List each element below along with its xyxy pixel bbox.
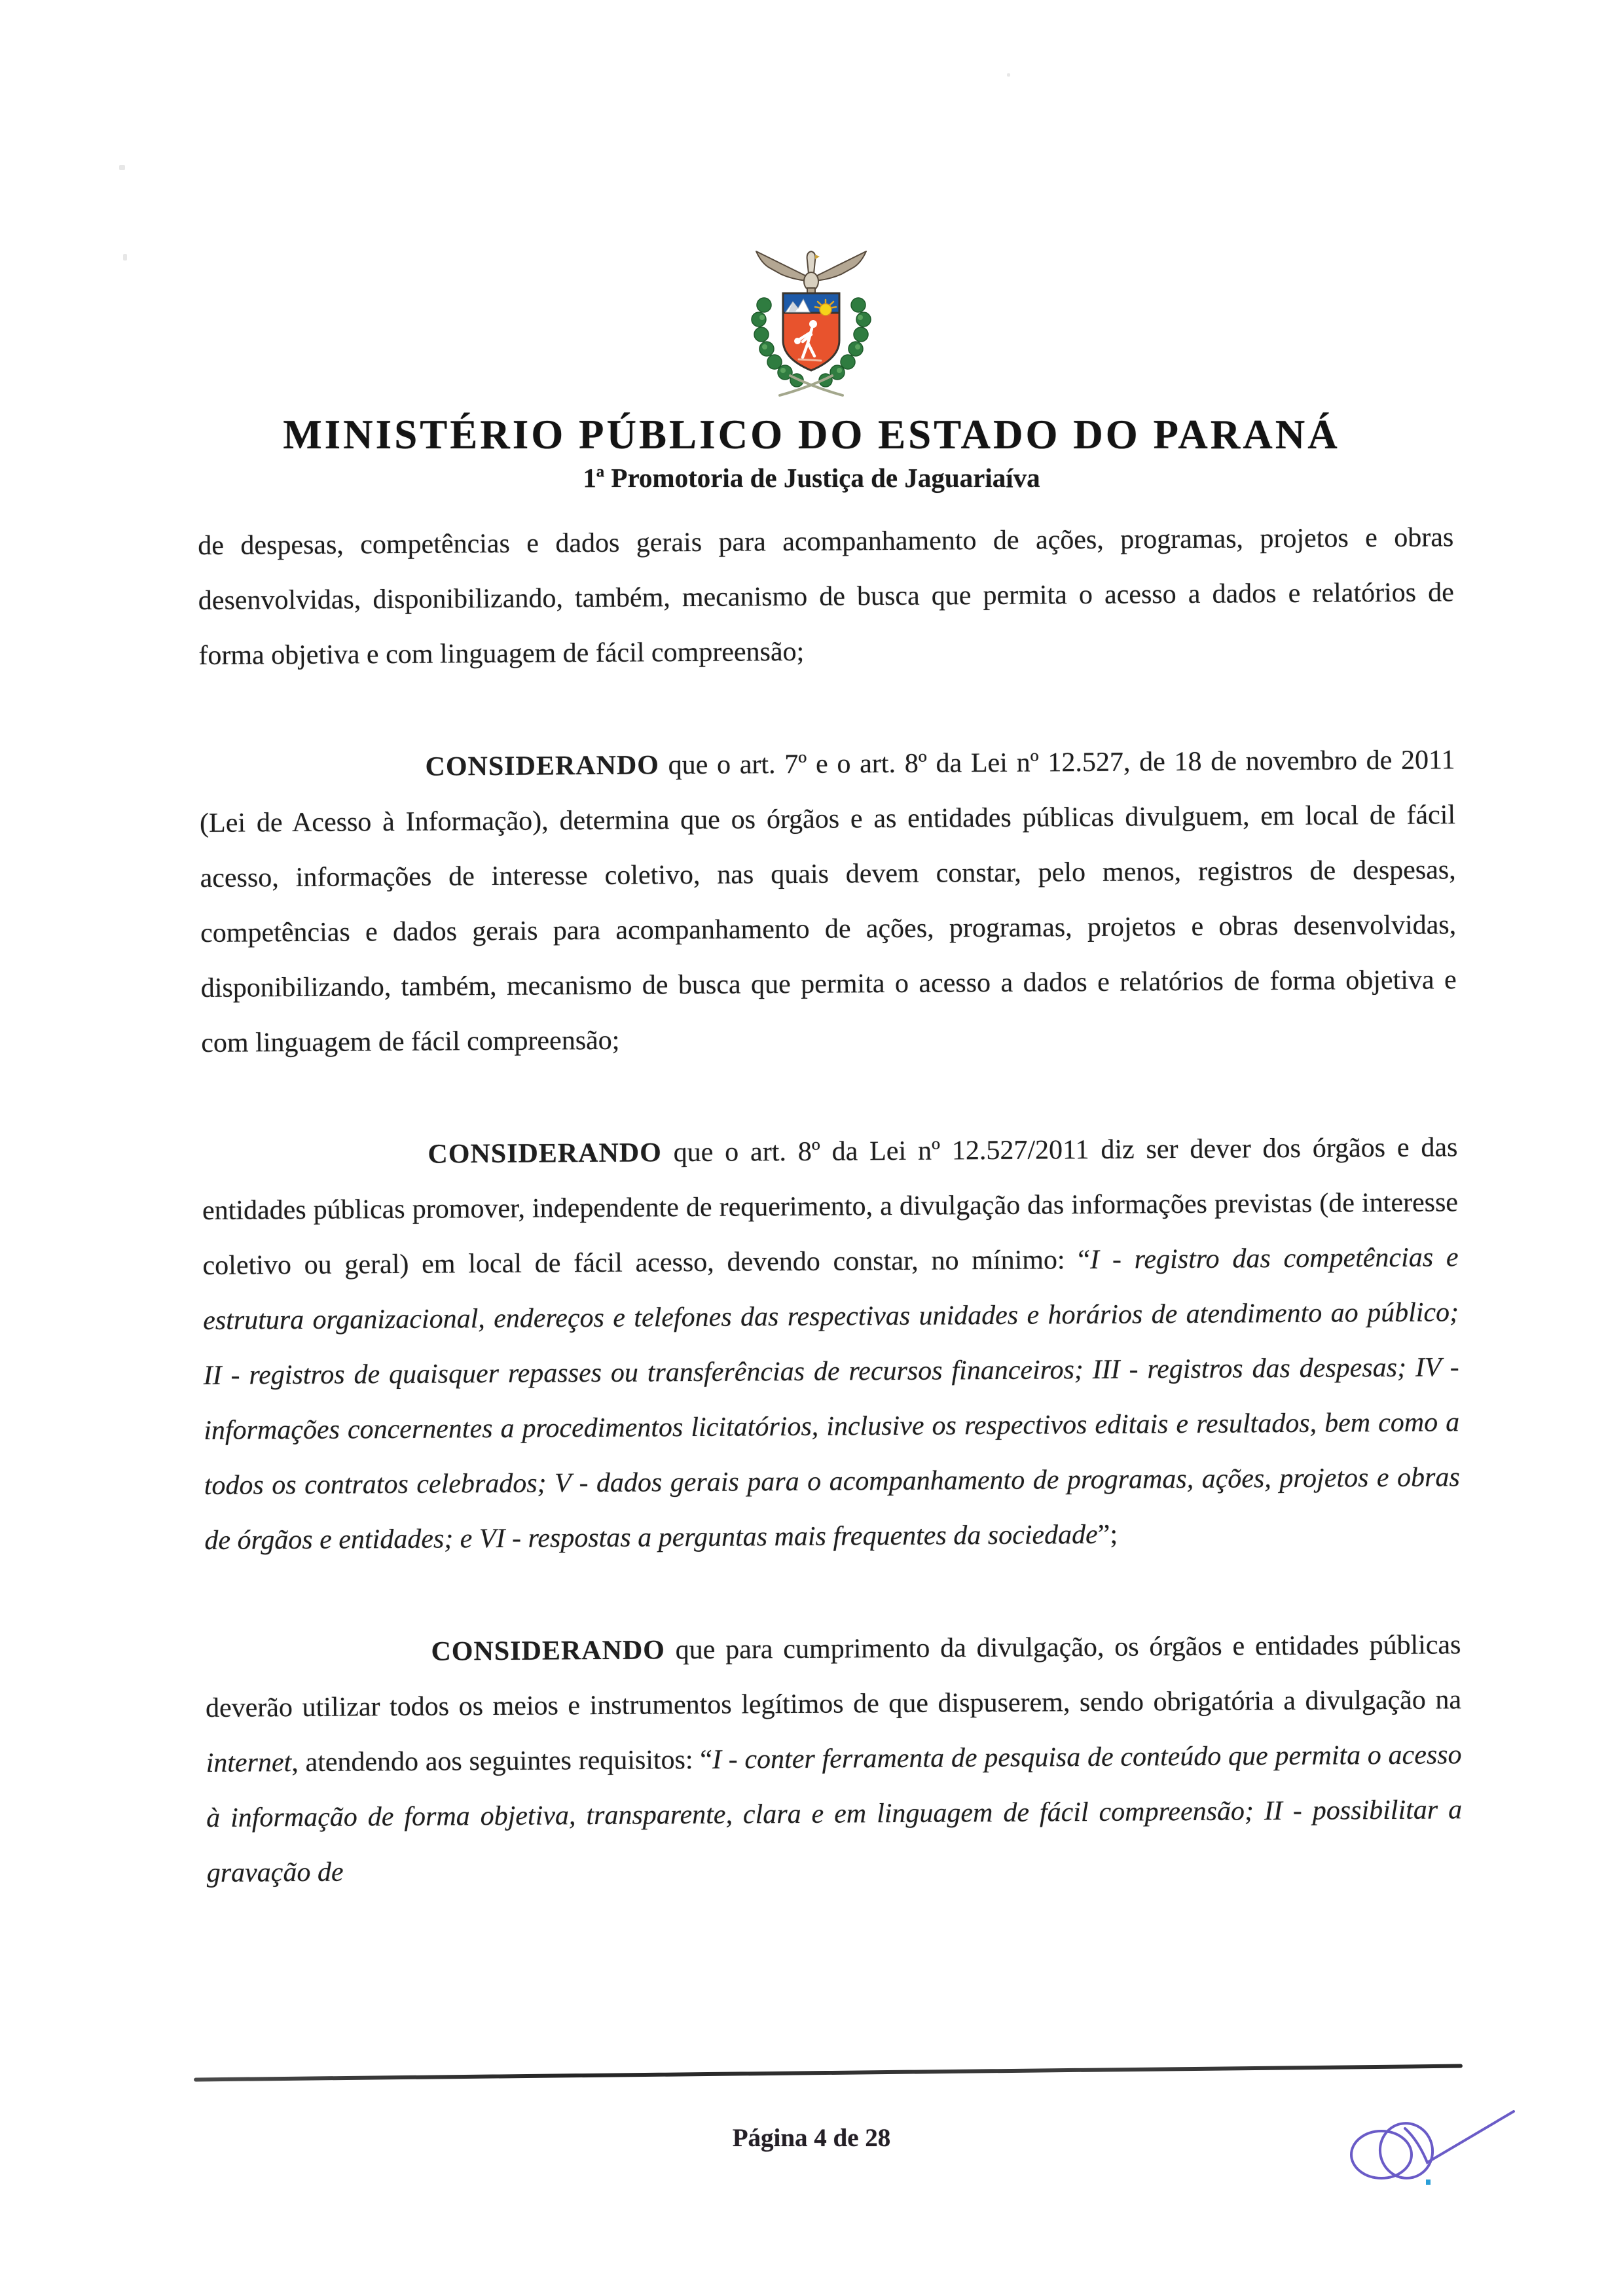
text-segment: que para cumprimento da divulgação, os órgãos e entidades públicas deverão utilizar todos os meios e instrumentos legítimos de que dispuserem, sendo obrigatória a divulgação na — [205, 1630, 1462, 1723]
text-segment: ”; — [1097, 1519, 1118, 1550]
paragraph — [199, 732, 1457, 1071]
text-segment: CONSIDERANDO — [431, 1635, 666, 1667]
text-segment: CONSIDERANDO — [428, 1138, 662, 1170]
page-title: MINISTÉRIO PÚBLICO DO ESTADO DO PARANÁ — [283, 412, 1340, 457]
text-segment: internet — [206, 1748, 292, 1778]
text-segment: que o art. 7º e o art. 8º da Lei nº 12.527, de 18 de novembro de 2011 (Lei de Acesso à Informação), determina que os órgãos e as entidades públicas divulguem, em local de fácil acesso, informações de interesse coletivo, nas quais devem constar, pelo menos, registros de despesas, competências e dados gerais para acompanhamento de ações, programas, projetos e obras desenvolvidas, disponibilizando, também, mecanismo de busca que permita o acesso a dados e relatórios de forma objetiva e com linguagem de fácil compreensão; — [199, 745, 1457, 1058]
text-segment: I - conter ferramenta de pesquisa de conteúdo que permita o acesso à informação de forma objetiva, transparente, clara e em linguagem de fácil compreensão; II - possibilitar a gravação de — [206, 1740, 1463, 1888]
pen-signature — [1328, 2102, 1524, 2200]
parana-coat-of-arms-icon — [742, 241, 881, 406]
ink-dot — [1426, 2179, 1431, 2185]
text-segment: CONSIDERANDO — [425, 750, 660, 782]
document-body — [198, 510, 1463, 1958]
text-segment: de despesas, competências e dados gerais para acompanhamento de ações, programas, projetos e obras desenvolvidas, disponibilizando, também, mecanismo de busca que permita o acesso a dados e relatórios de forma objetiva e com linguagem de fácil compreensão; — [198, 522, 1454, 671]
scan-speck — [1007, 73, 1010, 77]
paragraph — [205, 1617, 1463, 1901]
text-segment: , atendendo aos seguintes requisitos: “ — [291, 1744, 713, 1778]
text-segment: I - registro das competências e estrutura organizacional, endereços e telefones das respectivas unidades e horários de atendimento ao público; II - registros de quaisquer repasses ou transferências de recursos financeiros; III - registros das despesas; IV - informações concernentes a procedimentos licitatórios, inclusive os respectivos editais e resultados, bem como a todos os contratos celebrados; V - dados gerais para o acompanhamento de programas, ações, projetos e obras de órgãos e entidades; e VI - respostas a perguntas mais frequentes da sociedade — [202, 1242, 1460, 1556]
scan-speck — [119, 165, 125, 170]
text-segment: que o art. 8º da Lei nº 12.527/2011 diz ser dever dos órgãos e das entidades públicas promover, independente de requerimento, a divulgação das informações previstas (de interesse coletivo ou geral) em local de fácil acesso, devendo constar, no mínimo: “ — [202, 1132, 1459, 1281]
paragraph — [198, 510, 1455, 683]
scan-speck — [123, 254, 127, 260]
page-subtitle: 1ª Promotoria de Justiça de Jaguariaíva — [583, 463, 1040, 493]
footer-divider — [194, 2064, 1463, 2082]
paragraph — [202, 1120, 1460, 1568]
page-number-label: Página 4 de 28 — [732, 2124, 891, 2152]
